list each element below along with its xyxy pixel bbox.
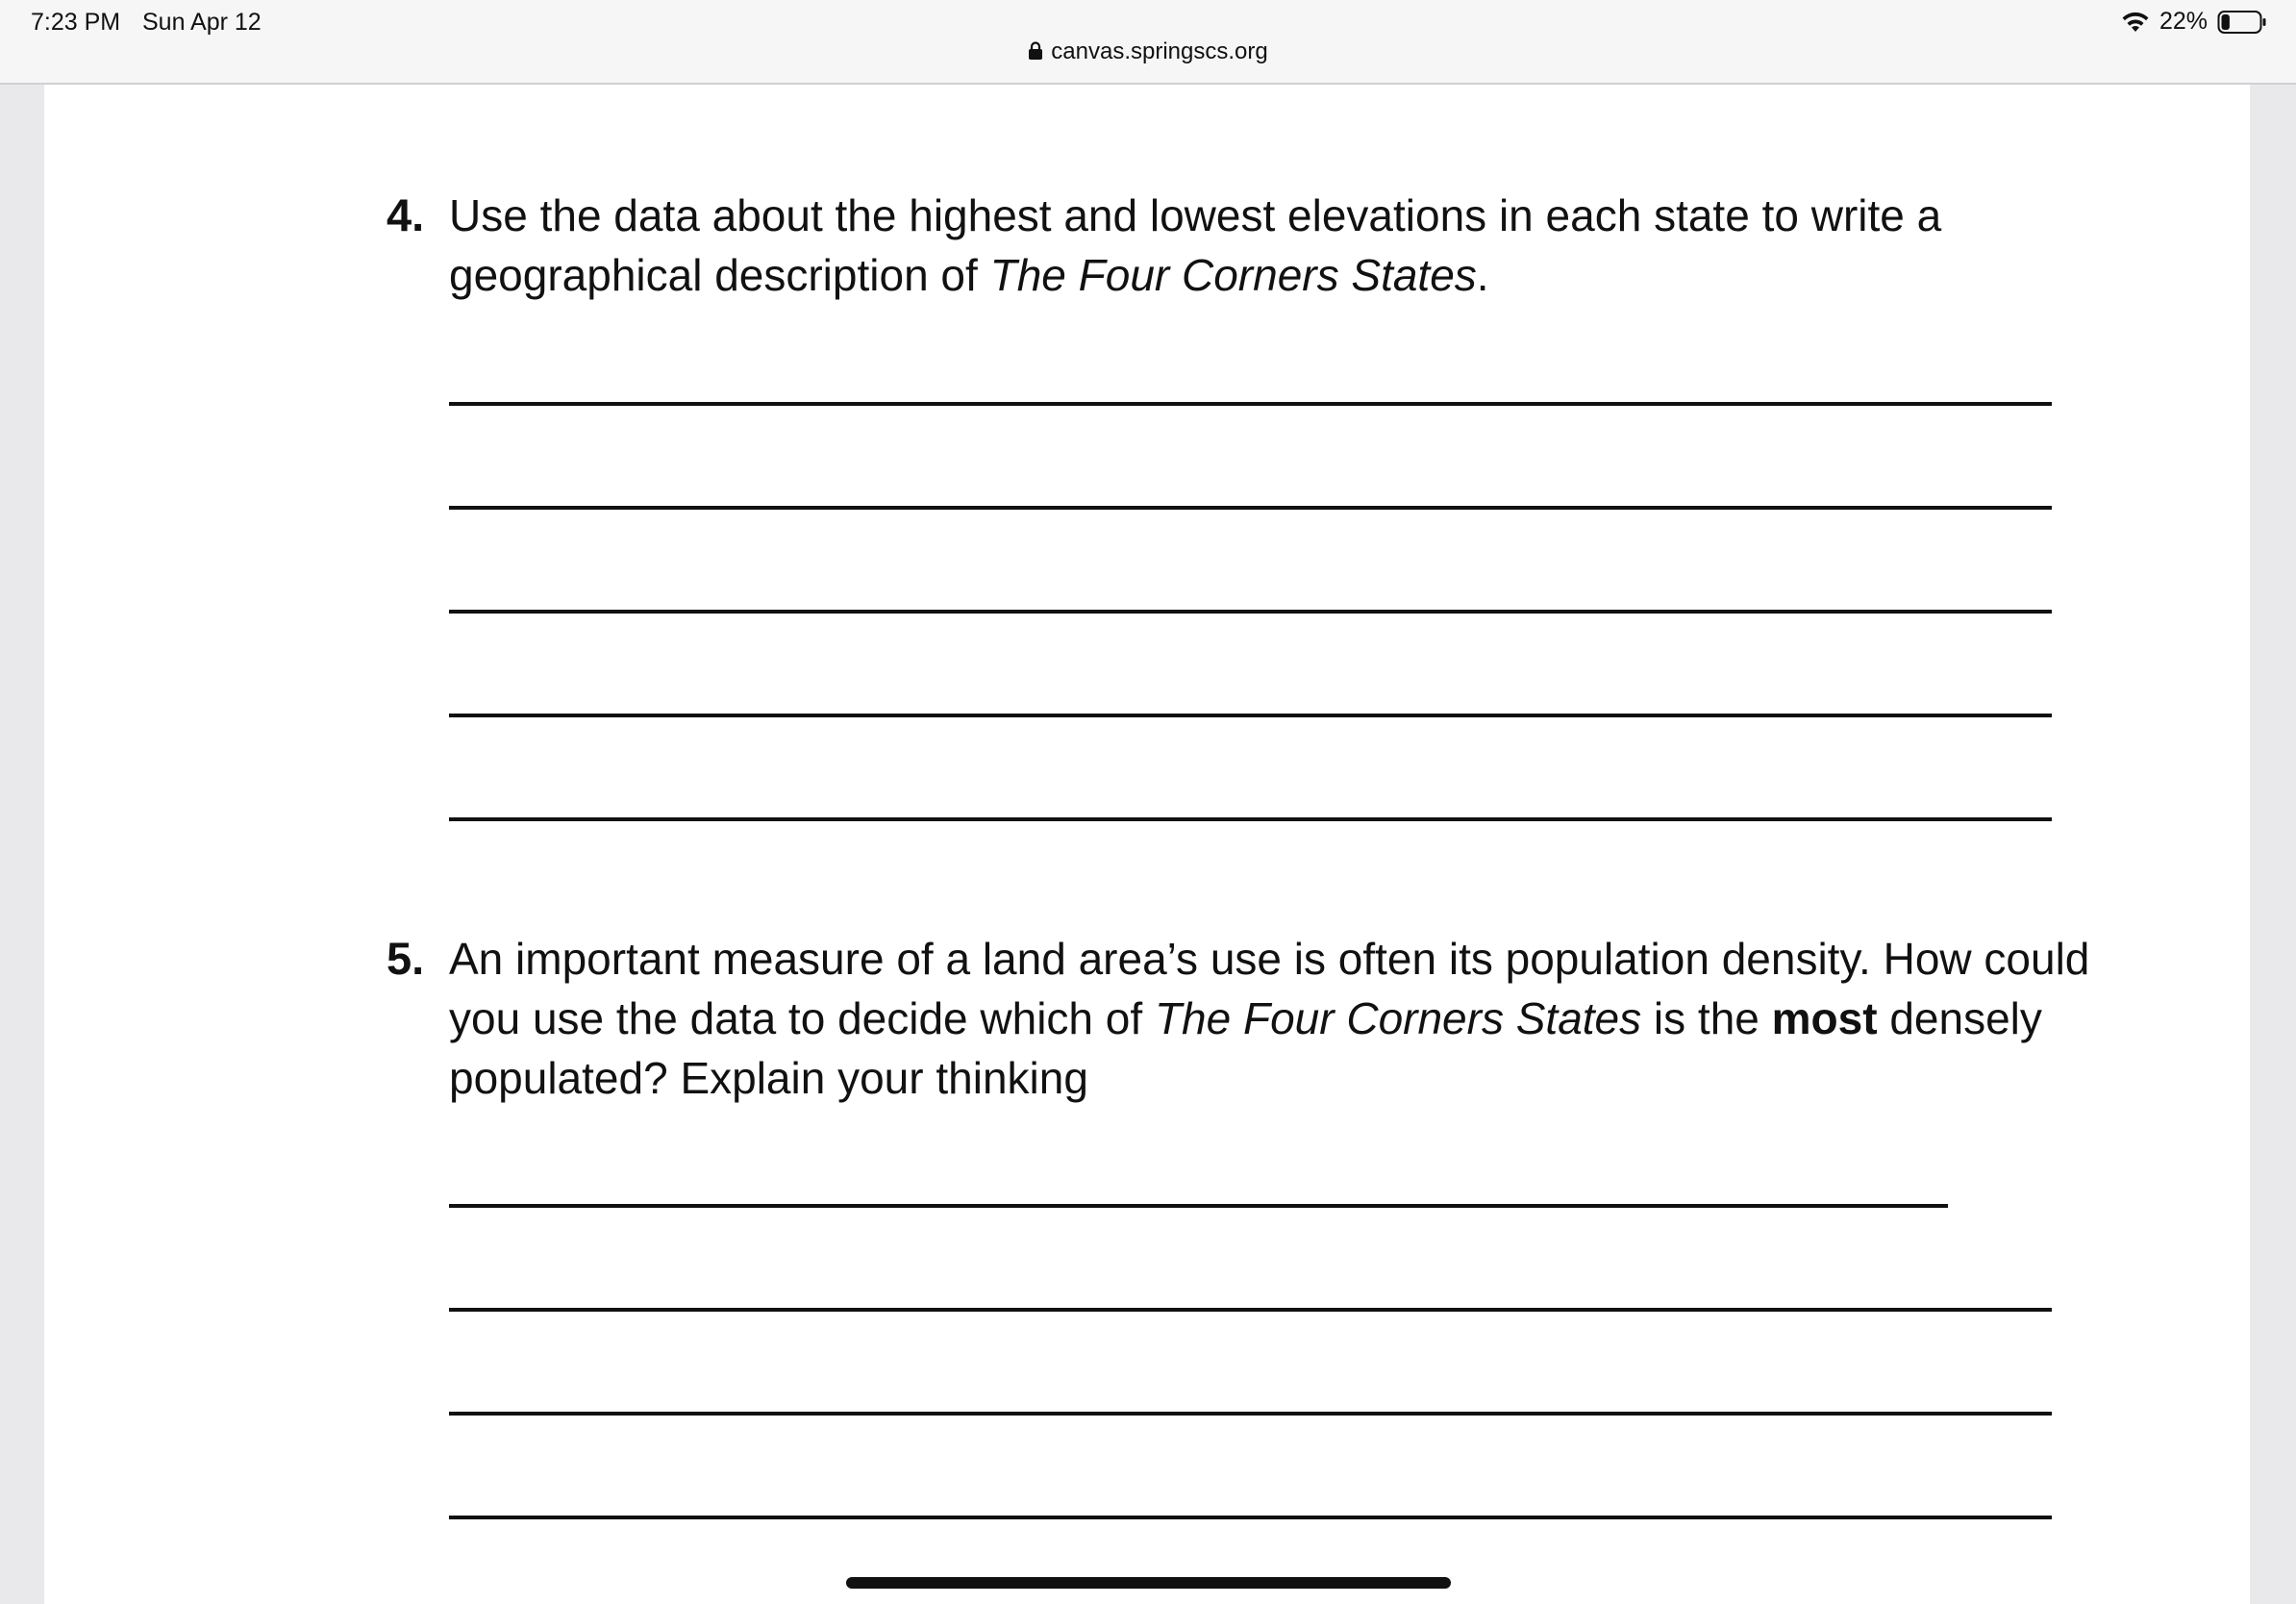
answer-line[interactable] bbox=[449, 506, 2052, 510]
question-5-number: 5. bbox=[387, 933, 425, 984]
battery-icon bbox=[2217, 10, 2267, 35]
status-time: 7:23 PM bbox=[31, 9, 121, 36]
question-4-number: 4. bbox=[387, 189, 425, 240]
question-4-text bbox=[449, 186, 2103, 305]
answer-line[interactable] bbox=[449, 817, 2052, 821]
lock-icon bbox=[1028, 41, 1043, 61]
question-5-text-bold: most bbox=[1771, 993, 1878, 1043]
answer-line[interactable] bbox=[449, 610, 2052, 614]
question-4-text-part2: . bbox=[1476, 250, 1489, 300]
answer-line[interactable] bbox=[449, 1516, 2052, 1519]
address-bar[interactable] bbox=[0, 38, 2296, 65]
status-indicators bbox=[2121, 8, 2267, 36]
answer-line[interactable] bbox=[449, 1308, 2052, 1312]
answer-line[interactable] bbox=[449, 1204, 1948, 1208]
url-text: canvas.springscs.org bbox=[1051, 38, 1268, 64]
question-5-text-part3: densely populated? Explain your thinking bbox=[449, 993, 2042, 1103]
worksheet-page bbox=[44, 85, 2250, 1604]
question-5-text-part2: is the bbox=[1641, 993, 1772, 1043]
question-4-text-italic: The Four Corners States bbox=[989, 250, 1477, 300]
battery-fill bbox=[2222, 14, 2230, 30]
question-5-text-part1: An important measure of a land area’s use is often its population density. How could you use the data to decide which of bbox=[449, 934, 2090, 1043]
question-5-text-italic: The Four Corners States bbox=[1154, 993, 1642, 1043]
answer-line[interactable] bbox=[449, 402, 2052, 406]
home-indicator[interactable] bbox=[846, 1577, 1451, 1589]
status-bar bbox=[0, 0, 2296, 85]
question-5-text bbox=[449, 929, 2103, 1108]
answer-line[interactable] bbox=[449, 714, 2052, 717]
status-date: Sun Apr 12 bbox=[142, 9, 262, 36]
battery-percent: 22% bbox=[2159, 8, 2208, 35]
question-4-text-part1: Use the data about the highest and lowest elevations in each state to write a geographical description of bbox=[449, 190, 1942, 300]
answer-line[interactable] bbox=[449, 1412, 2052, 1416]
wifi-icon bbox=[2121, 11, 2150, 34]
